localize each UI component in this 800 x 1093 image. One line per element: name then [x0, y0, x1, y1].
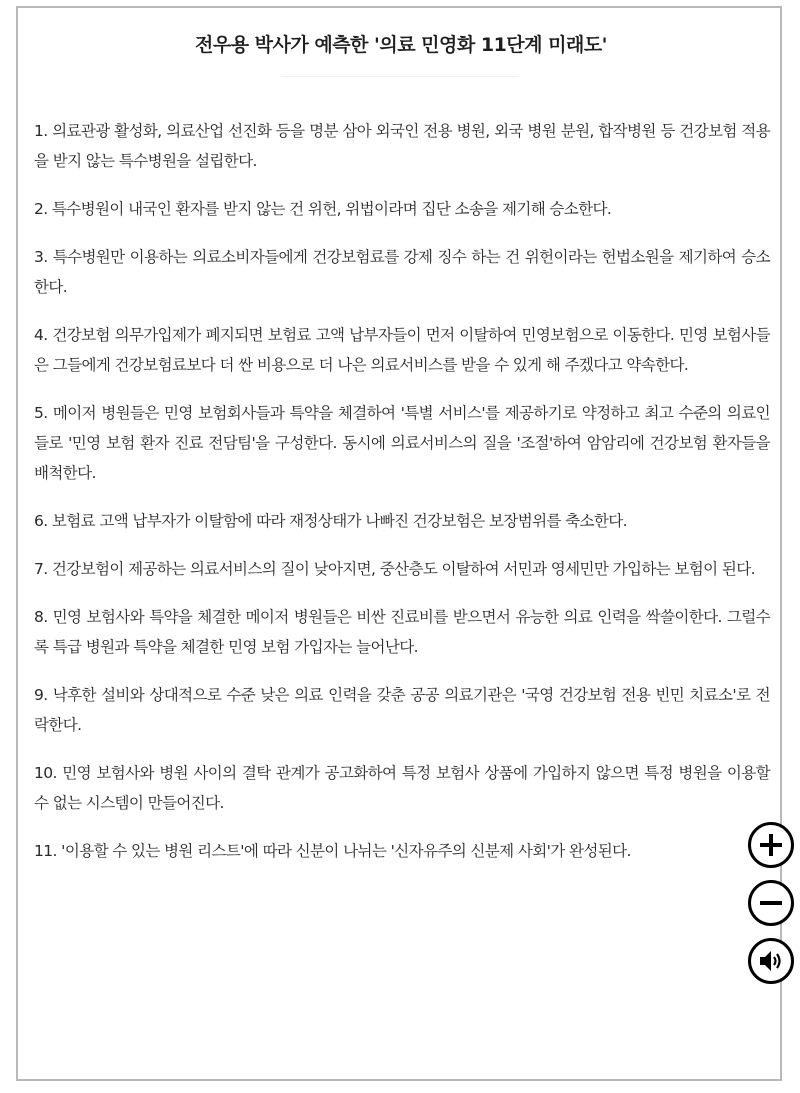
list-item-2: 2. 특수병원이 내국인 환자를 받지 않는 건 위헌, 위법이라며 집단 소송을 제기해 승소한다.	[34, 200, 612, 218]
item-list	[34, 116, 770, 884]
list-item-10: 10. 민영 보험사와 병원 사이의 결탁 관계가 공고화하여 특정 보험사 상품에 가입하지 않으면 특정 병원을 이용할 수 없는 시스템이 만들어진다.	[34, 764, 770, 812]
list-item-4: 4. 건강보험 의무가입제가 폐지되면 보험료 고액 납부자들이 먼저 이탈하여 민영보험으로 이동한다. 민영 보험사들은 그들에게 건강보험료보다 더 싼 비용으로 더 나은 의료서비스를 받을 수 있게 해 주겠다고 약속한다.	[34, 326, 770, 374]
list-item-11: 11. '이용할 수 있는 병원 리스트'에 따라 신분이 나뉘는 '신자유주의 신분제 사회'가 완성된다.	[34, 842, 631, 860]
list-item-9: 9. 낙후한 설비와 상대적으로 수준 낮은 의료 인력을 갖춘 공공 의료기관은 '국영 건강보험 전용 빈민 치료소'로 전락한다.	[34, 686, 770, 734]
list-item-3: 3. 특수병원만 이용하는 의료소비자들에게 건강보험료를 강제 징수 하는 건 위헌이라는 헌법소원을 제기하여 승소한다.	[34, 248, 770, 296]
title-divider	[282, 76, 518, 77]
list-item-7: 7. 건강보험이 제공하는 의료서비스의 질이 낮아지면, 중산층도 이탈하여 서민과 영세민만 가입하는 보험이 된다.	[34, 560, 755, 578]
document-title: 전우용 박사가 예측한 '의료 민영화 11단계 미래도'	[195, 34, 607, 56]
list-item-5: 5. 메이저 병원들은 민영 보험회사들과 특약을 체결하여 '특별 서비스'를 제공하기로 약정하고 최고 수준의 의료인들로 '민영 보험 환자 진료 전담팀'을 구성한다. 동시에 의료서비스의 질을 '조절'하여 암암리에 건강보험 환자들을 배척한다.	[34, 404, 770, 482]
list-item-8: 8. 민영 보험사와 특약을 체결한 메이저 병원들은 비싼 진료비를 받으면서 유능한 의료 인력을 싹쓸이한다. 그럴수록 특급 병원과 특약을 체결한 민영 보험 가입자는 늘어난다.	[34, 608, 770, 656]
list-item-6: 6. 보험료 고액 납부자가 이탈함에 따라 재정상태가 나빠진 건강보험은 보장범위를 축소한다.	[34, 512, 627, 530]
read-aloud-button[interactable]	[748, 938, 794, 984]
list-item-1: 1. 의료관광 활성화, 의료산업 선진화 등을 명분 삼아 외국인 전용 병원, 외국 병원 분원, 합작병원 등 건강보험 적용을 받지 않는 특수병원을 설립한다.	[34, 122, 770, 170]
minus-circle-icon	[758, 890, 784, 916]
speaker-icon	[757, 948, 785, 974]
plus-circle-icon	[758, 832, 784, 858]
zoom-in-button[interactable]	[748, 822, 794, 868]
zoom-out-button[interactable]	[748, 880, 794, 926]
document-frame	[16, 6, 782, 1081]
floating-controls	[748, 818, 798, 978]
